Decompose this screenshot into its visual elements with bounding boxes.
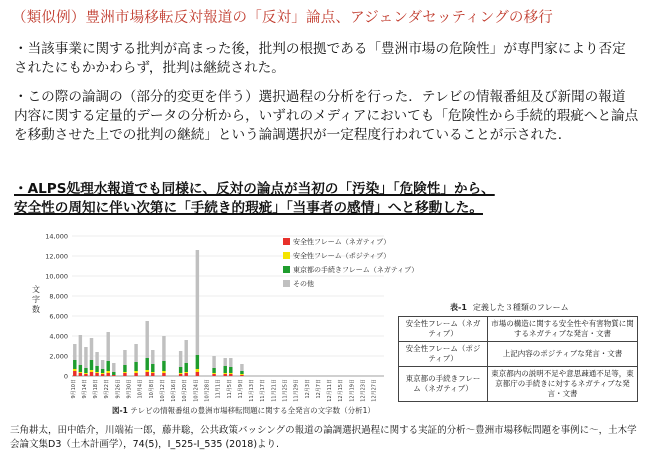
bar-segment <box>212 373 215 374</box>
bar-segment <box>196 372 199 376</box>
x-tick-label: 12月19日 <box>349 379 356 402</box>
bar-segment <box>112 375 115 376</box>
bar-segment <box>162 373 165 376</box>
bar-segment <box>90 338 93 360</box>
y-tick-label: 10,000 <box>45 272 68 281</box>
highlight-line-2: 安全性の周知に伴い次第に「手続き的瑕疵」「当事者の感情」へと移動した。 <box>14 200 483 216</box>
bar-segment <box>145 321 148 358</box>
bar-segment <box>184 372 187 373</box>
x-tick-label: 11月21日 <box>271 379 278 402</box>
table-cell-frame: 安全性フレーム（ネガティブ） <box>399 317 488 342</box>
bar-segment <box>90 370 93 372</box>
table-row <box>399 367 638 402</box>
y-tick-label: 12,000 <box>45 252 68 261</box>
frame-definition-table <box>398 302 642 402</box>
bar-segment <box>112 363 115 372</box>
chart-caption <box>112 405 375 416</box>
bar-segment <box>179 373 182 374</box>
bar-segment <box>179 367 182 373</box>
table-caption <box>450 302 642 313</box>
bar-segment <box>223 366 226 373</box>
y-axis-label: 字 <box>32 295 40 304</box>
x-tick-label: 10月28日 <box>204 379 211 402</box>
bar-segment <box>123 373 126 376</box>
legend-swatch <box>283 280 290 287</box>
bar-segment <box>95 366 98 372</box>
bar-segment <box>79 335 82 365</box>
bar-segment <box>240 375 243 376</box>
bar-segment <box>79 372 82 373</box>
bar-segment <box>134 344 137 362</box>
bar-segment <box>196 355 199 369</box>
legend-swatch <box>283 266 290 273</box>
legend-label: その他 <box>293 280 314 288</box>
bar-segment <box>212 374 215 376</box>
table-caption-text: 定義した３種類のフレーム <box>472 303 569 312</box>
bar-segment <box>79 365 82 372</box>
stacked-bar-chart <box>12 230 419 420</box>
bar-segment <box>162 371 165 373</box>
bar-segment <box>223 373 226 374</box>
x-tick-label: 11月25日 <box>282 379 289 402</box>
table-row <box>399 342 638 367</box>
bar-segment <box>229 367 232 373</box>
x-tick-label: 12月3日 <box>304 379 311 399</box>
bar-segment <box>184 373 187 376</box>
bar-segment <box>145 370 148 372</box>
x-tick-label: 11月29日 <box>293 379 300 402</box>
y-tick-label: 0 <box>63 372 68 381</box>
x-tick-label: 10月4日 <box>137 379 144 399</box>
bar-segment <box>184 363 187 372</box>
bar-segment <box>123 372 126 373</box>
highlight-line-1: ・ALPS処理水報道でも同様に、反対の論点が当初の「汚染」「危険性」から、 <box>14 181 495 197</box>
bar-segment <box>229 373 232 374</box>
bar-segment <box>90 372 93 376</box>
y-tick-label: 6,000 <box>49 312 68 321</box>
chart-caption-text: テレビの情報番組の豊洲市場移転問題に関する全発言の文字数（分析1） <box>130 406 375 415</box>
bar-segment <box>123 365 126 372</box>
bar-segment <box>179 374 182 376</box>
x-tick-label: 11月13日 <box>249 379 256 402</box>
bar-segment <box>151 364 154 372</box>
x-tick-label: 12月11日 <box>327 379 334 402</box>
x-tick-label: 10月20日 <box>182 379 189 402</box>
bar-segment <box>90 360 93 370</box>
x-tick-label: 9月18日 <box>93 379 100 399</box>
x-tick-label: 12月27日 <box>371 379 378 402</box>
table-cell-desc: 市場の構造に関する安全性や有害物質に関するネガティブな発言・文書 <box>488 317 638 342</box>
y-tick-label: 8,000 <box>49 292 68 301</box>
table-cell-frame: 東京都の手続きフレーム（ネガティブ） <box>399 367 488 402</box>
bar-segment <box>79 373 82 376</box>
slide-title: （類似例）豊洲市場移転反対報道の「反対」論点、アジェンダセッティングの移行 <box>12 10 553 26</box>
bar-segment <box>123 350 126 365</box>
x-tick-label: 10月8日 <box>148 379 155 399</box>
table-cell-frame: 安全性フレーム（ポジティブ） <box>399 342 488 367</box>
bar-segment <box>151 373 154 376</box>
table-cell-desc: 東京都内の説明不足や意思疎通不足等，東京都庁の手続きに対するネガティブな発言・文書 <box>488 367 638 402</box>
legend-label: 東京都の手続きフレーム（ネガティブ） <box>293 266 419 274</box>
bar-segment <box>106 332 109 361</box>
bar-segment <box>145 372 148 376</box>
bar-segment <box>134 362 137 371</box>
bar-segment <box>106 371 109 373</box>
bar-segment <box>101 360 104 369</box>
frame-table <box>398 316 638 402</box>
bar-segment <box>223 374 226 376</box>
bar-segment <box>95 373 98 376</box>
bar-segment <box>229 358 232 367</box>
bar-segment <box>95 352 98 366</box>
bar-segment <box>84 347 87 368</box>
bar-segment <box>162 336 165 361</box>
y-tick-label: 14,000 <box>45 232 68 241</box>
bar-segment <box>223 358 226 366</box>
x-tick-label: 11月1日 <box>215 379 222 399</box>
x-tick-label: 12月7日 <box>315 379 322 399</box>
x-tick-label: 11月9日 <box>237 379 244 399</box>
bar-segment <box>73 371 76 376</box>
bar-segment <box>106 373 109 376</box>
bar-segment <box>179 351 182 367</box>
bar-segment <box>84 368 87 373</box>
y-tick-label: 2,000 <box>49 352 68 361</box>
bar-segment <box>106 361 109 371</box>
bar-segment <box>134 371 137 373</box>
bar-segment <box>112 372 115 375</box>
legend-swatch <box>283 238 290 245</box>
x-tick-label: 10月16日 <box>171 379 178 402</box>
bar-segment <box>196 369 199 372</box>
bar-segment <box>73 344 76 360</box>
x-tick-label: 10月12日 <box>159 379 166 402</box>
x-tick-label: 9月10日 <box>70 379 77 399</box>
y-axis-label: 数 <box>32 305 40 314</box>
bar-segment <box>73 360 76 369</box>
x-tick-label: 11月17日 <box>260 379 267 402</box>
bar-segment <box>229 374 232 376</box>
bar-segment <box>151 372 154 373</box>
table-row <box>399 317 638 342</box>
bar-segment <box>95 372 98 373</box>
bar-segment <box>145 358 148 370</box>
chart-svg <box>12 230 419 405</box>
bar-segment <box>101 374 104 376</box>
bar-segment <box>151 350 154 364</box>
x-tick-label: 10月24日 <box>193 379 200 402</box>
y-axis-label: 文 <box>32 285 40 294</box>
x-tick-label: 9月30日 <box>126 379 133 399</box>
bullet-1: ・当該事業に関する批判が高まった後，批判の根拠である「豊洲市場の危険性」が専門家により否定されたにもかかわらず，批判は継続された。 <box>14 41 626 76</box>
bar-segment <box>184 340 187 363</box>
legend-swatch <box>283 252 290 259</box>
x-tick-label: 9月22日 <box>104 379 111 399</box>
bar-segment <box>212 356 215 368</box>
bar-segment <box>162 361 165 371</box>
legend-label: 安全性フレーム（ポジティブ） <box>293 252 391 260</box>
x-tick-label: 9月26日 <box>115 379 122 399</box>
bar-segment <box>240 371 243 374</box>
x-tick-label: 11月5日 <box>226 379 233 399</box>
table-cell-desc: 上記内容のポジティブな発言・文書 <box>488 342 638 367</box>
bar-segment <box>73 369 76 371</box>
bar-segment <box>84 373 87 374</box>
highlight-bullet <box>14 180 639 218</box>
bar-segment <box>101 373 104 374</box>
bar-segment <box>84 374 87 376</box>
bar-segment <box>212 368 215 373</box>
bar-segment <box>134 373 137 376</box>
y-tick-label: 4,000 <box>49 332 68 341</box>
legend-label: 安全性フレーム（ネガティブ） <box>293 238 391 246</box>
x-tick-label: 12月23日 <box>360 379 367 402</box>
chart-caption-label: 図-1 <box>112 406 128 415</box>
citation: 三角耕太，田中皓介，川端祐一郎，藤井聡，公共政策バッシングの報道の論調選択過程に関する実証的分析～豊洲市場移転問題を事例に～，土木学会論文集D3（土木計画学），74(5)，I_525-I_535 (2018)より. <box>10 425 637 450</box>
bar-segment <box>240 364 243 371</box>
table-caption-label: 表-1 <box>450 303 467 312</box>
bar-segment <box>101 369 104 373</box>
bar-segment <box>196 250 199 355</box>
bullet-2: ・この際の論調の（部分的変更を伴う）選択過程の分析を行った．テレビの情報番組及び新聞の報道内容に関する定量的データの分析から，いずれのメディアにおいても「危険性から手続的瑕疵へと論点を移動させた上での批判の継続」という論調選択が一定程度行われていることが示された． <box>14 89 639 143</box>
bar-segment <box>240 374 243 375</box>
x-tick-label: 12月15日 <box>338 379 345 402</box>
x-tick-label: 9月14日 <box>81 379 88 399</box>
